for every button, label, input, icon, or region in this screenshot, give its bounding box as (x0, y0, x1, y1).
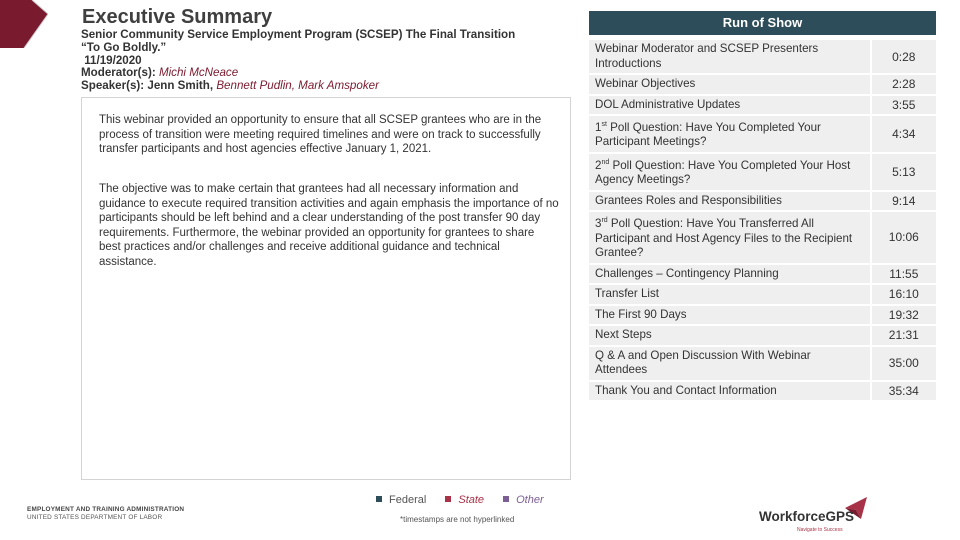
dol-logo-text: EMPLOYMENT AND TRAINING ADMINISTRATION UNITED STATES DEPARTMENT OF LABOR (27, 506, 185, 521)
agenda-timestamp: 9:14 (870, 192, 936, 211)
agenda-item: DOL Administrative Updates (589, 96, 870, 115)
run-of-show-row (589, 347, 936, 380)
webinar-subtitle: “To Go Boldly.” (81, 40, 167, 54)
agenda-item: Webinar Moderator and SCSEP Presenters Introductions (589, 40, 870, 73)
agenda-item: The First 90 Days (589, 306, 870, 325)
agenda-item: Transfer List (589, 285, 870, 304)
legend-federal: Federal (376, 494, 426, 506)
agenda-item: Webinar Objectives (589, 75, 870, 94)
run-of-show-row (589, 265, 936, 284)
agenda-item: Challenges – Contingency Planning (589, 265, 870, 284)
agenda-timestamp: 3:55 (870, 96, 936, 115)
legend-state: State (445, 494, 484, 506)
speaker-line: Speaker(s): Jenn Smith, Bennett Pudlin, Mark Amspoker (81, 79, 379, 93)
speaker-name: Jenn Smith (147, 79, 210, 93)
agenda-timestamp: 4:34 (870, 116, 936, 152)
moderator-line: Moderator(s): Michi McNeace (81, 66, 239, 80)
state-swatch (445, 496, 451, 502)
run-of-show-table (589, 38, 936, 402)
agenda-item: Next Steps (589, 326, 870, 345)
agenda-timestamp: 0:28 (870, 40, 936, 73)
speaker-names-other: Bennett Pudlin, Mark Amspoker (216, 79, 379, 93)
agenda-timestamp: 19:32 (870, 306, 936, 325)
timestamp-footnote: *timestamps are not hyperlinked (400, 515, 515, 524)
summary-box (81, 97, 571, 480)
agenda-timestamp: 35:00 (870, 347, 936, 380)
run-of-show-row (589, 154, 936, 190)
agenda-timestamp: 10:06 (870, 212, 936, 262)
legend (376, 494, 560, 506)
run-of-show-row (589, 40, 936, 73)
agenda-timestamp: 16:10 (870, 285, 936, 304)
run-of-show-row (589, 116, 936, 152)
agenda-item: 3rd Poll Question: Have You Transferred All Participant and Host Agency Files to the Recipient Grantee? (589, 212, 870, 262)
agenda-item: 1st Poll Question: Have You Completed Your Participant Meetings? (589, 116, 870, 152)
corner-decoration (0, 0, 48, 48)
run-of-show-row (589, 285, 936, 304)
page-title: Executive Summary (82, 6, 273, 28)
agenda-timestamp: 35:34 (870, 382, 936, 401)
program-line: Senior Community Service Employment Program (SCSEP) The Final Transition (81, 28, 516, 41)
run-of-show-row (589, 306, 936, 325)
federal-swatch (376, 496, 382, 502)
other-swatch (503, 496, 509, 502)
webinar-info (81, 29, 551, 93)
run-of-show-row (589, 326, 936, 345)
agenda-item: 2nd Poll Question: Have You Completed Your Host Agency Meetings? (589, 154, 870, 190)
summary-paragraph-2: The objective was to make certain that grantees had all necessary information and guidance to execute required transition activities and again emphasis the importance of no participants should be left behind and a clear understanding of the post transfer 90 day requirements. Furthermore, the webinar provided an opportunity for grantees to share best practices and/or challenges and receive additional guidance and technical assistance. (99, 183, 559, 268)
webinar-date: 11/19/2020 (84, 53, 142, 67)
workforcegps-logo: WorkforceGPS Navigate to Success (757, 496, 872, 536)
run-of-show-row (589, 212, 936, 262)
agenda-timestamp: 5:13 (870, 154, 936, 190)
run-of-show-row (589, 96, 936, 115)
run-of-show-row (589, 382, 936, 401)
summary-paragraph-1: This webinar provided an opportunity to ensure that all SCSEP grantees who are in the process of transition were meeting required timelines and were on track to successfully transfer participants and host agencies effective January 1, 2021. (99, 114, 542, 155)
run-of-show-row (589, 192, 936, 211)
moderator-name: Michi McNeace (158, 66, 239, 80)
run-of-show-row (589, 75, 936, 94)
agenda-item: Grantees Roles and Responsibilities (589, 192, 870, 211)
agenda-timestamp: 21:31 (870, 326, 936, 345)
agenda-timestamp: 2:28 (870, 75, 936, 94)
agenda-timestamp: 11:55 (870, 265, 936, 284)
run-of-show-header: Run of Show (589, 11, 936, 35)
agenda-item: Q & A and Open Discussion With Webinar Attendees (589, 347, 870, 380)
legend-other: Other (503, 494, 544, 506)
agenda-item: Thank You and Contact Information (589, 382, 870, 401)
